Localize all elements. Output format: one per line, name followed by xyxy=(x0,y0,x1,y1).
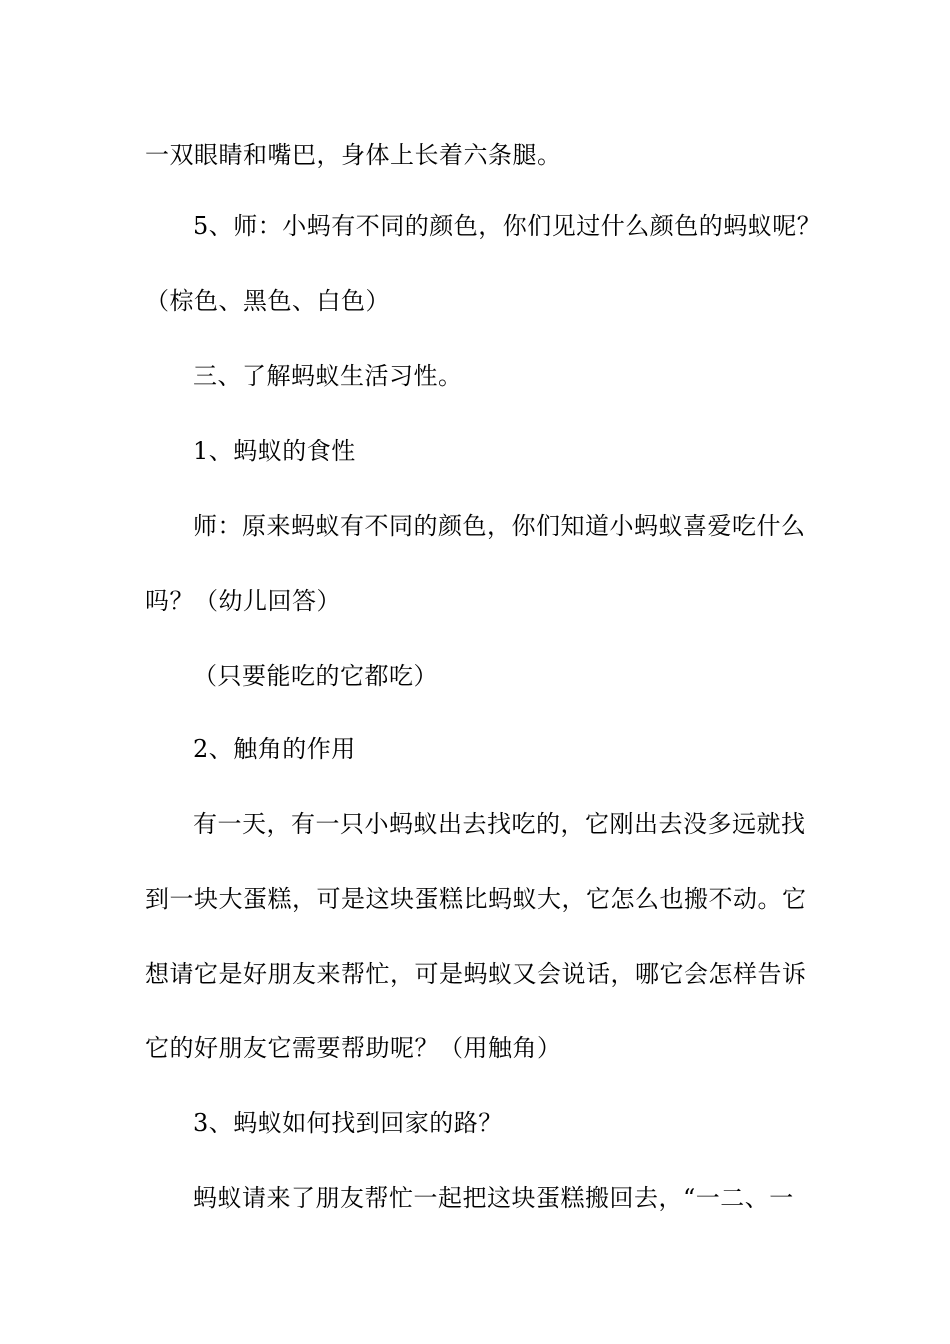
text-line-2: 5、师：小蚂有不同的颜色，你们见过什么颜色的蚂蚁呢？ xyxy=(193,212,822,240)
text-line-6: 师：原来蚂蚁有不同的颜色，你们知道小蚂蚁喜爱吃什么 xyxy=(193,512,806,540)
text-line-11: 到一块大蛋糕，可是这块蛋糕比蚂蚁大，它怎么也搬不动。它 xyxy=(145,885,807,913)
text-line-15: 蚂蚁请来了朋友帮忙一起把这块蛋糕搬回去，“一二、一 xyxy=(193,1184,794,1212)
section-heading-3: 三、了解蚂蚁生活习性。 xyxy=(193,362,463,390)
text-line-7: 吗？（幼儿回答） xyxy=(145,587,341,615)
text-line-10: 有一天，有一只小蚂蚁出去找吃的，它刚出去没多远就找 xyxy=(193,810,806,838)
subheading-3: 3、蚂蚁如何找到回家的路？ xyxy=(193,1109,503,1137)
text-line-13: 它的好朋友它需要帮助呢？（用触角） xyxy=(145,1034,562,1062)
text-line-8: （只要能吃的它都吃） xyxy=(193,662,438,690)
subheading-2: 2、触角的作用 xyxy=(193,735,356,763)
text-line-3: （棕色、黑色、白色） xyxy=(145,287,390,315)
text-line-12: 想请它是好朋友来帮忙，可是蚂蚁又会说话，哪它会怎样告诉 xyxy=(145,960,807,988)
text-line-1: 一双眼睛和嘴巴，身体上长着六条腿。 xyxy=(145,141,562,169)
subheading-1: 1、蚂蚁的食性 xyxy=(193,437,356,465)
